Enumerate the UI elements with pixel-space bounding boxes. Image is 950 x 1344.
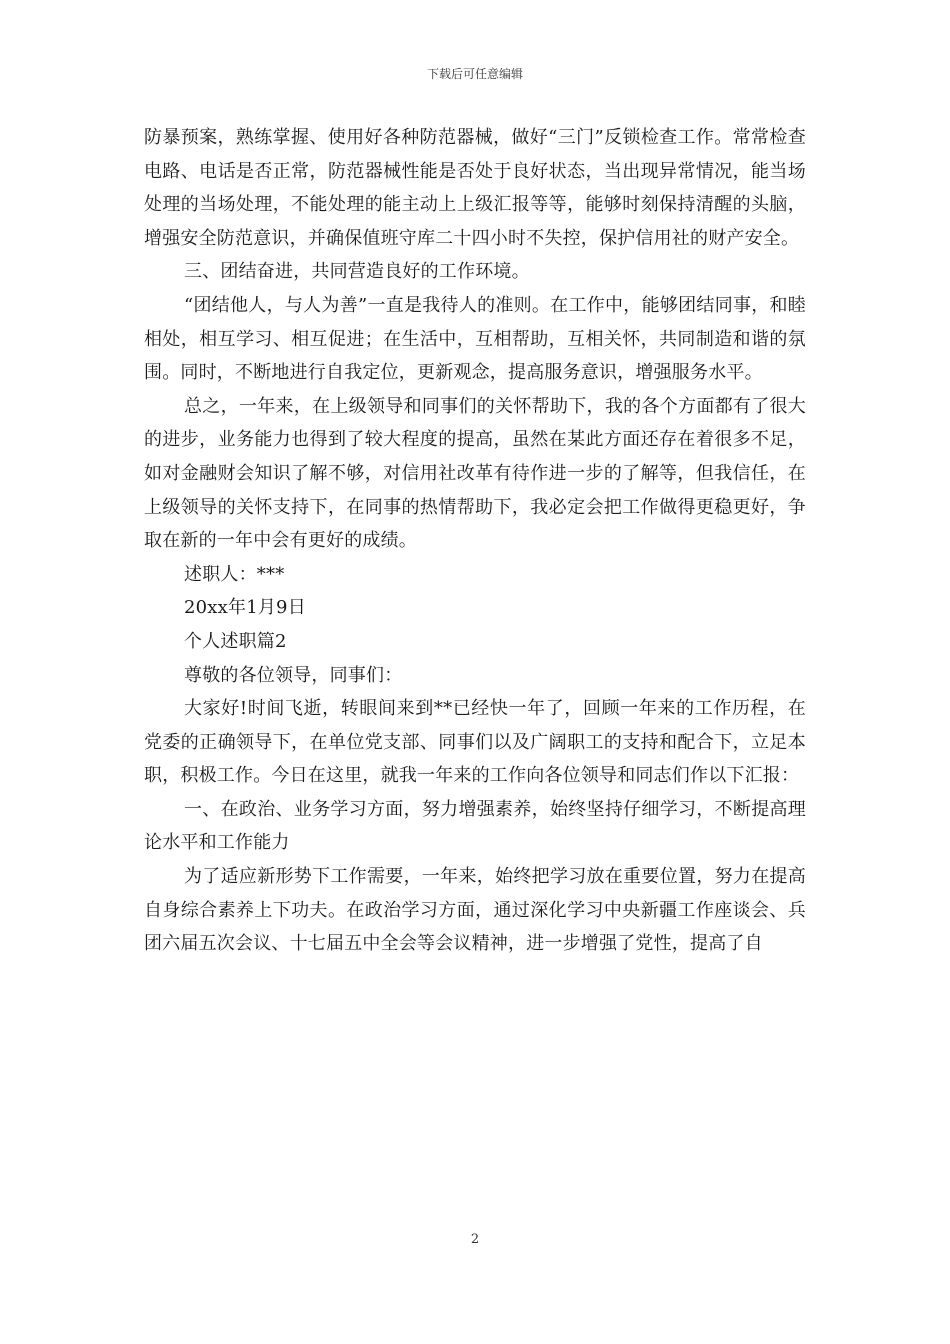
document-body (144, 121, 806, 961)
paragraph-greeting: 大家好!时间飞逝，转眼间来到**已经快一年了，回顾一年来的工作历程，在党委的正确领导下，在单位党支部、同事们以及广阔职工的支持和配合下，立足本职，积极工作。今日在这里，就我一年来的工作向各位领导和同志们作以下汇报： (144, 698, 806, 787)
paragraph-summary: 总之，一年来，在上级领导和同事们的关怀帮助下，我的各个方面都有了很大的进步，业务能力也得到了较大程度的提高，虽然在某此方面还存在着很多不足，如对金融财会知识了解不够，对信用社改革有待作进一步的了解等，但我信任，在上级领导的关怀支持下，在同事的热情帮助下，我必定会把工作做得更稳更好，争取在新的一年中会有更好的成绩。 (144, 395, 806, 552)
paragraph-security-duties: 防暴预案，熟练掌握、使用好各种防范器械，做好“三门”反锁检查工作。常常检查电路、电话是否正常，防范器械性能是否处于良好状态，当出现异常情况，能当场处理的当场处理，不能处理的能主动上上级汇报等等，能够时刻保持清醒的头脑，增强安全防范意识，并确保值班守库二十四小时不失控，保护信用社的财产安全。 (144, 127, 806, 249)
page-header: 下载后可任意编辑 (426, 67, 523, 81)
section-heading-teamwork: 三、团结奋进，共同营造良好的工作环境。 (184, 261, 530, 283)
section-heading-study: 一、在政治、业务学习方面，努力增强素养，始终坚持仔细学习，不断提高理论水平和工作能力 (144, 798, 806, 854)
page-number: 2 (470, 1232, 480, 1247)
paragraph-teamwork: “团结他人，与人为善”一直是我待人的准则。在工作中，能够团结同事，和睦相处，相互学习、相互促进；在生活中，互相帮助，互相关怀，共同制造和谐的氛围。同时，不断地进行自我定位，更新观念，提高服务意识，增强服务水平。 (144, 294, 806, 384)
reporter-signature: 述职人：*** (184, 563, 285, 585)
paragraph-study: 为了适应新形势下工作需要，一年来，始终把学习放在重要位置，努力在提高自身综合素养上下功夫。在政治学习方面，通过深化学习中央新疆工作座谈会、兵团六届五次会议、十七届五中全会等会议精神，进一步增强了党性，提高了自 (144, 866, 806, 955)
salutation: 尊敬的各位领导，同事们： (184, 664, 403, 686)
report-date: 20xx年1月9日 (184, 597, 306, 619)
section-title-report-2: 个人述职篇2 (184, 630, 287, 652)
